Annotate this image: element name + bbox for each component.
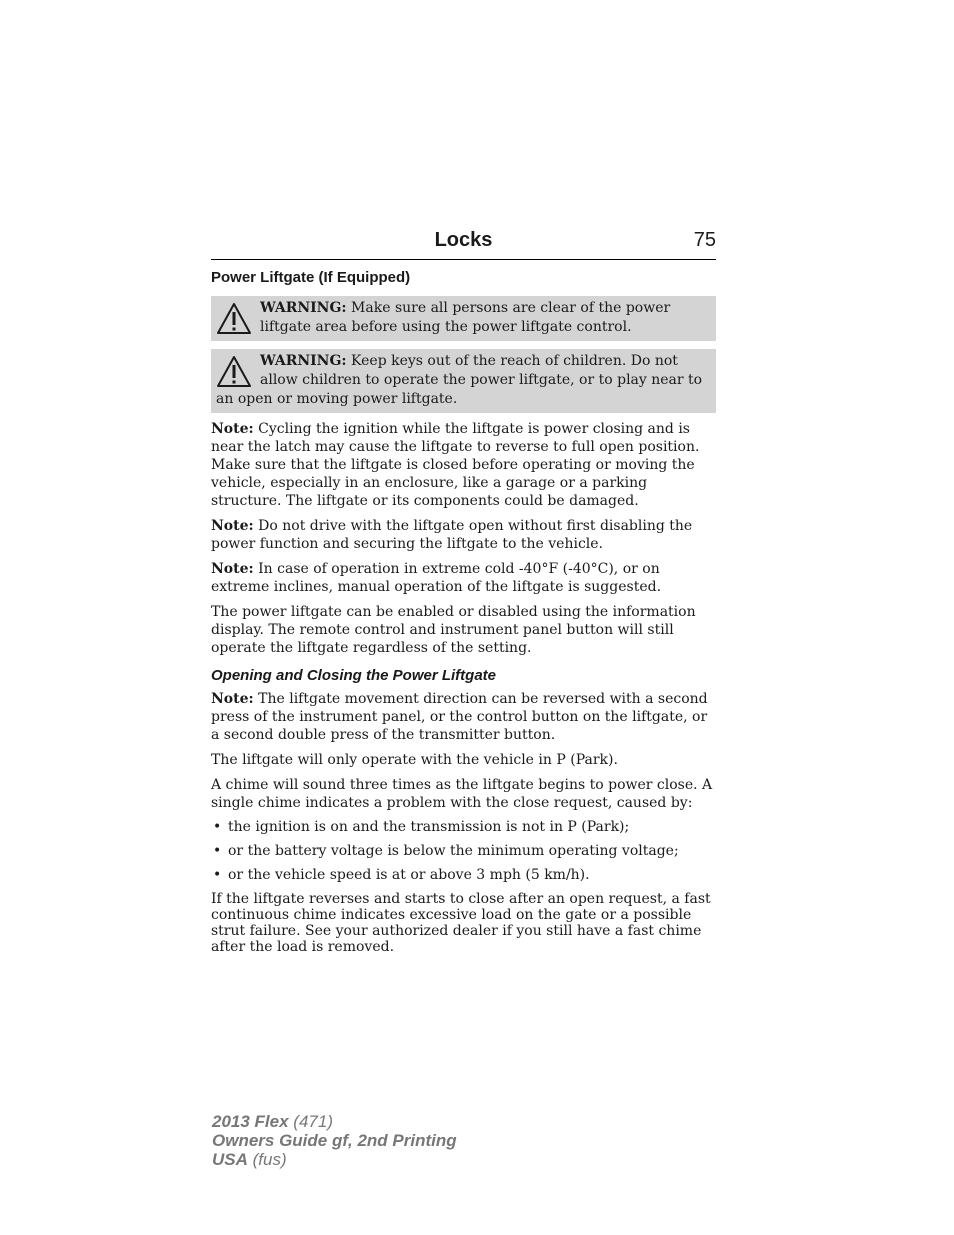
body-paragraph: The liftgate will only operate with the vehicle in P (Park). [211,752,618,768]
body-paragraph: A chime will sound three times as the liftgate begins to power close. A single chime indicates a problem with the close request, caused by: [211,777,713,811]
page-number: 75 [693,229,716,251]
warning-triangle-icon [216,301,252,337]
note-label: Note: [211,561,254,577]
bullet-text: or the battery voltage is below the minimum operating voltage; [228,843,679,859]
note-label: Note: [211,518,254,534]
bullet-text: or the vehicle speed is at or above 3 mph (5 km/h). [228,867,590,883]
footer-line [212,1150,457,1169]
bullet-text: the ignition is on and the transmission is not in P (Park); [228,819,630,835]
note-text: Do not drive with the liftgate open without first disabling the power function and securing the liftgate to the vehicle. [211,518,693,552]
page-header [211,228,716,260]
note-text: Cycling the ignition while the liftgate is power closing and is near the latch may cause the liftgate to reverse to full open position. Make sure that the liftgate is closed before operating or moving the vehicle, especially in an enclosure, like a garage or a parking structure. The liftgate or its components could be damaged. [211,421,700,509]
footer-line [212,1112,457,1131]
subsection-title: Opening and Closing the Power Liftgate [211,667,497,684]
note-paragraph [211,420,716,510]
note-text: In case of operation in extreme cold -40°F (-40°C), or on extreme inclines, manual operation of the liftgate is suggested. [211,561,662,595]
chapter-title: Locks [434,229,493,251]
footer-guide: Owners Guide gf, 2nd Printing [212,1131,457,1150]
warning-label: WARNING: [260,300,347,316]
bullet-icon: • [213,867,222,883]
manual-page [211,228,716,955]
page-footer [212,1112,457,1169]
warning-box [211,296,716,341]
bullet-icon: • [213,819,222,835]
intro-paragraph: The power liftgate can be enabled or disabled using the information display. The remote control and instrument panel button will still operate the liftgate regardless of the setting. [211,604,696,656]
bullet-item [211,866,716,884]
note-paragraph [211,690,716,744]
warning-label: WARNING: [260,353,347,369]
bullet-item [211,842,716,860]
footer-line [212,1131,457,1150]
warning-box [211,349,716,413]
footer-region-code: (fus) [252,1150,287,1169]
note-label: Note: [211,691,254,707]
warning-text: Keep keys out of the reach of children. Do not allow children to operate the power liftgate, or to play near to an open or moving power liftgate. [216,353,703,407]
footer-model: 2013 Flex [212,1112,289,1131]
bullet-icon: • [213,843,222,859]
section-title: Power Liftgate (If Equipped) [211,269,411,286]
note-paragraph [211,517,716,553]
footer-region: USA [212,1150,248,1169]
warning-text: Make sure all persons are clear of the power liftgate area before using the power liftgate control. [260,300,671,335]
note-label: Note: [211,421,254,437]
body-paragraph: If the liftgate reverses and starts to close after an open request, a fast continuous chime indicates excessive load on the gate or a possible strut failure. See your authorized dealer if you still have a fast chime after the load is removed. [211,891,711,955]
warning-triangle-icon [216,354,252,390]
bullet-item [211,818,716,836]
note-paragraph [211,560,716,596]
footer-code: (471) [293,1112,333,1131]
note-text: The liftgate movement direction can be reversed with a second press of the instrument panel, or the control button on the liftgate, or a second double press of the transmitter button. [211,691,708,743]
